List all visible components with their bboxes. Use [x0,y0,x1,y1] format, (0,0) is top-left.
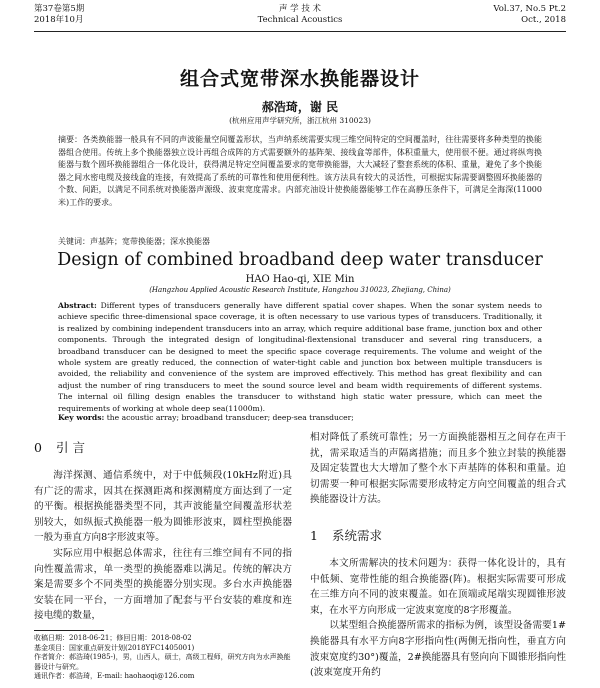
paper-title-en: Design of combined broadband deep water transducer [57,250,543,270]
body-column-left [34,430,292,624]
authors-en: HAO Hao-qi, XIE Min [245,274,355,285]
body-paragraph: 海洋探测、通信系统中，对于中低频段(10kHz附近)具有广泛的需求，因其在探测距离和探测精度方面达到了一定的平衡。根据换能器类型不同，其声波能量空间覆盖形状差别较大，如纵振式换能器一般为圆锥形波束，圆柱型换能器一般为垂直方向8字形波束等。 [34,470,292,544]
abstract-cn: 摘要：各类换能器一般具有不同的声波能量空间覆盖形状，当声纳系统需要实现三维空间特定的空间覆盖时，往往需要将多种类型的换能器组合使用。传统上多个换能器独立设计再组合成阵的方式需要额外的基阵架、接线盒等部件，体积重量大，使用很不便。通过将纵弯换能器与数个圆环换能器组合一体化设计，获得满足特定空间覆盖要求的宽带换能器，大大减轻了整套系统的体积、重量，避免了多个换能器之间水密电缆及接线盒的连接，有效提高了系统的可靠性和使用便利性。该方法具有较大的灵活性，可根据实际需要调整圆环换能器的个数、间距，以满足不同系统对换能器声源级、波束宽度需求。内部充油设计使换能器能够工作在高静压条件下，可满足全海深(11000米)工作的要求。 [58,135,542,207]
journal-name-en: Technical Acoustics [257,15,343,25]
keywords-en-label: Key words: [58,413,105,422]
section-number: 1 [310,527,318,543]
abstract-en [58,300,542,414]
header-divider [34,31,566,32]
affiliation-cn: (杭州应用声学研究所，浙江杭州 310023) [229,116,371,125]
body-paragraph: 以某型组合换能器所需求的指标为例，该型设备需要1#换能器具有水平方向8字形指向性(两侧无指向性，垂直方向波束宽度约30°)覆盖，2#换能器具有竖向向下圆锥形指向性(波束宽度开角约 [310,620,566,679]
publication-date: 2018年10月 [34,15,84,25]
abstract-en-label: Abstract: [58,301,97,310]
publication-date-en: Oct., 2018 [521,15,566,25]
keywords-en [58,413,542,422]
keywords-cn: 关键词：声基阵；宽带换能器；深水换能器 [58,237,210,246]
abstract-en-text: Different types of transducers generally have different spatial cover shapes. When the sonar system needs to achieve specific three-dimensional space coverage, it is often necessary to use various types of transducers. Traditionally, it is realized by combining independent transducers into an array, which require additional base frame, junction box and other components. Through the integrated design of longitudinal-flextensional transducer and several ring transducers, a broadband transducer can be designed to meet the specific space coverage requirements. The volume and weight of the whole system are greatly reduced, the connection of water-tight cable and junction box between multiple transducers is avoided, the reliability and convenience of the system are improved effectively. This method has great flexibility and can adjust the number of ring transducers to meet the sound source level and beam width requirements of different systems. The internal oil filling design enables the transducer to withstand high static water pressure, which can meet the requirements of working at whole deep sea(11000m). [58,301,542,413]
footnotes [34,634,296,682]
volume-issue: 第37卷第5期 [34,4,85,14]
body-paragraph: 本文所需解决的技术问题为：获得一体化设计的，具有中低频、宽带性能的组合换能器(阵)。根据实际需要可形成在三维方向不同的波束覆盖。如在顶端或尾端实现圆锥形波束，在水平方向形成一定波束宽度的8字形覆盖。 [310,557,566,616]
section-heading-introduction [34,438,292,456]
section-title: 引 言 [56,440,85,455]
paper-title-cn: 组合式宽带深水换能器设计 [179,68,420,90]
running-header [34,4,566,30]
journal-name [34,4,566,26]
section-title: 系统需求 [332,527,383,543]
footnote-fund: 基金项目：国家重点研发计划(2018YFC1405001) [34,643,195,652]
keywords-en-text: the acoustic array; broadband transducer; deep-sea transducer; [104,413,354,422]
section-heading-system-requirements [310,526,566,544]
body-paragraph: 相对降低了系统可靠性；另一方面换能器相互之间存在声干扰，需采取适当的声隔离措施；而且多个独立封装的换能器及固定装置也大大增加了整个水下声基阵的体积和重量。迫切需要一种可根据实际需要形成特定方向空间覆盖的组合式换能器设计方法。 [310,432,566,506]
footnote-received: 收稿日期：2018-06-21；修回日期：2018-08-02 [34,634,192,642]
journal-name-cn: 声 学 技 术 [278,4,322,14]
footnote-author: 作者简介：郝浩琦(1985-)，男，山西人，硕士，高级工程师，研究方向为水声换能器设计与研究。 [34,653,291,671]
section-number: 0 [34,440,42,455]
footnote-divider [34,630,104,631]
body-paragraph: 实际应用中根据总体需求，往往有三维空间有不同的指向性覆盖需求，单一类型的换能器难以满足。传统的解决方案是需要多个不同类型的换能器分别实现。多台水声换能器安装在同一平台，一方面增加了配套与平台安装的难度和连接电缆的数量， [34,547,292,622]
volume-issue-en: Vol.37, No.5 Pt.2 [493,4,566,14]
footnote-contact: 通讯作者：郝浩琦，E-mail: haohaoqi@126.com [34,672,195,681]
journal-volume-info-en [493,4,566,26]
authors-cn: 郝浩琦，谢 民 [261,100,339,114]
affiliation-en: (Hangzhou Applied Acoustic Research Institute, Hangzhou 310023, Zhejiang, China) [149,286,451,294]
body-column-right [310,430,566,681]
